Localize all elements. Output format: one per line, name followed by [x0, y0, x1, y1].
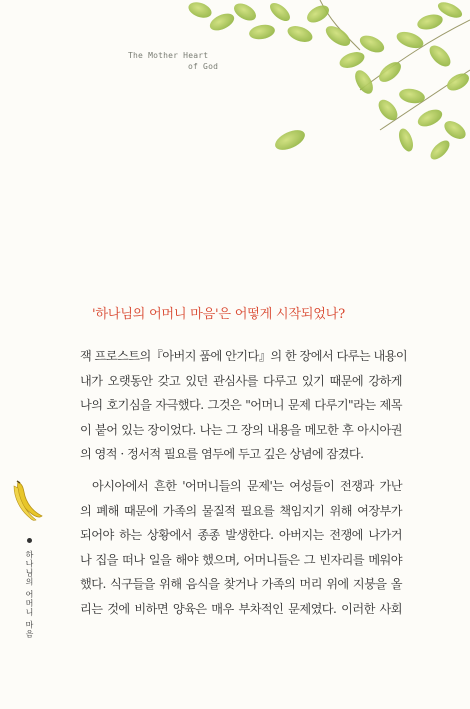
paragraph-2 [80, 474, 402, 622]
text-line: 의 폐해 때문에 가족의 물질적 필요를 책임지기 위해 여장부가 [80, 503, 402, 518]
section-heading: '하나님의 어머니 마음'은 어떻게 시작되었나? [92, 307, 345, 322]
text-line: 의 영적 · 정서적 필요를 염두에 두고 깊은 상념에 잠겼다. [80, 447, 364, 462]
text-line: 잭 프로스트의『아버지 품에 안기다』의 한 장에서 다루는 내용이 [80, 349, 408, 363]
text-line: 나 집을 떠나 일을 해야 했으며, 어머니들은 그 빈자리를 메워야 [80, 552, 402, 567]
body-text [80, 344, 408, 622]
text-line: 내가 오랫동안 갖고 있던 관심사를 다루고 있기 때문에 강하게 [80, 373, 402, 388]
running-title [24, 538, 34, 639]
paragraph-1 [80, 344, 408, 467]
text-line: 했다. 식구들을 위해 음식을 찾거나 가족의 머리 위에 지붕을 올 [80, 577, 402, 592]
english-title-line2: of God [188, 62, 219, 71]
bullet-dot-icon [27, 538, 32, 543]
leaves-illustration [0, 0, 470, 200]
running-title-text: 하나님의 어머니 마음 [25, 550, 34, 639]
text-line: 리는 것에 비하면 양육은 매우 부차적인 문제였다. 이러한 사회 [80, 601, 402, 616]
text-line: 나의 호기심을 자극했다. 그것은 "어머니 문제 다루기"라는 제목 [80, 398, 402, 413]
english-subtitle [128, 50, 228, 72]
banana-illustration [12, 480, 46, 522]
text-line: 되어야 하는 상황에서 종종 발생한다. 아버지는 전쟁에 나가거 [80, 528, 402, 543]
text-line: 아시아에서 흔한 '어머니들의 문제'는 여성들이 전쟁과 가난 [92, 478, 402, 493]
text-line: 이 붙어 있는 장이었다. 나는 그 장의 내용을 메모한 후 아시아권 [80, 422, 402, 437]
english-title-line1: The Mother Heart [128, 51, 209, 60]
